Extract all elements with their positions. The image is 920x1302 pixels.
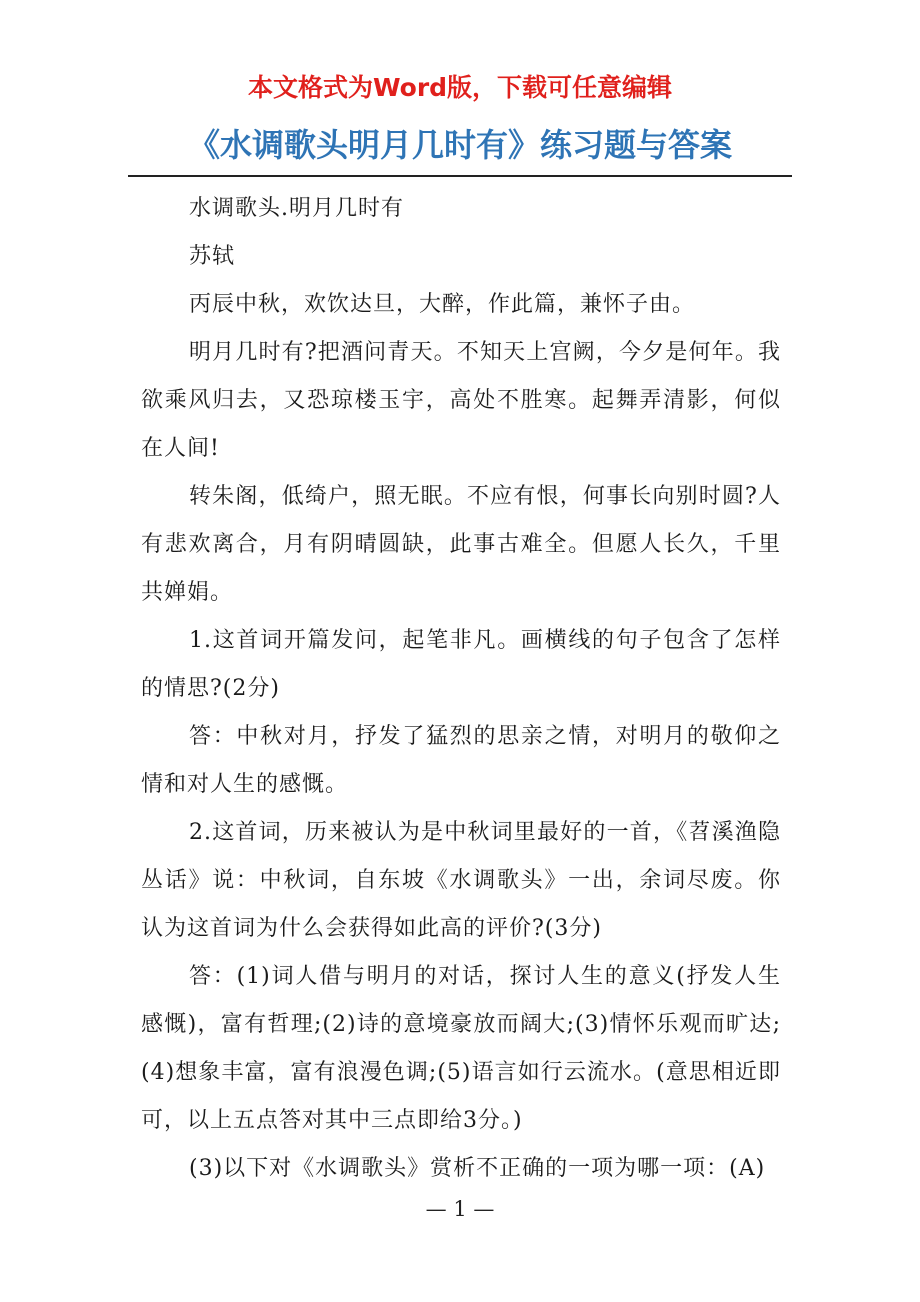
question-1: 1.这首词开篇发问，起笔非凡。画横线的句子包含了怎样的情思?(2分) (141, 628, 781, 701)
question-3: (3)以下对《水调歌头》赏析不正确的一项为哪一项：(A) (189, 1156, 766, 1181)
poem-author: 苏轼 (189, 244, 236, 269)
document-title: 《水调歌头明月几时有》练习题与答案 (187, 126, 732, 164)
question-2: 2.这首词，历来被认为是中秋词里最好的一首，《苕溪渔隐丛话》说：中秋词，自东坡《水调歌头》一出，余词尽废。你认为这首词为什么会获得如此高的评价?(3分) (141, 820, 781, 941)
format-notice: 本文格式为Word版，下载可任意编辑 (247, 73, 673, 102)
title-divider (128, 175, 792, 177)
poem-preface: 丙辰中秋，欢饮达旦，大醉，作此篇，兼怀子由。 (189, 292, 696, 317)
page-number: — 1 — (425, 1197, 495, 1221)
document-body (141, 185, 781, 1193)
poem-stanza-2: 转朱阁，低绮户，照无眠。不应有恨，何事长向别时圆?人有悲欢离合，月有阴晴圆缺，此事古难全。但愿人长久，千里共婵娟。 (141, 484, 781, 605)
answer-1: 答：中秋对月，抒发了猛烈的思亲之情，对明月的敬仰之情和对人生的感慨。 (141, 724, 781, 797)
answer-2: 答：(1)词人借与明月的对话，探讨人生的意义(抒发人生感慨)，富有哲理;(2)诗的意境豪放而阔大;(3)情怀乐观而旷达;(4)想象丰富，富有浪漫色调;(5)语言如行云流水。(意思相近即可，以上五点答对其中三点即给3分。) (141, 964, 781, 1133)
poem-stanza-1: 明月几时有?把酒问青天。不知天上宫阙，今夕是何年。我欲乘风归去，又恐琼楼玉宇，高处不胜寒。起舞弄清影，何似在人间! (141, 340, 781, 461)
poem-title: 水调歌头.明月几时有 (189, 196, 404, 221)
